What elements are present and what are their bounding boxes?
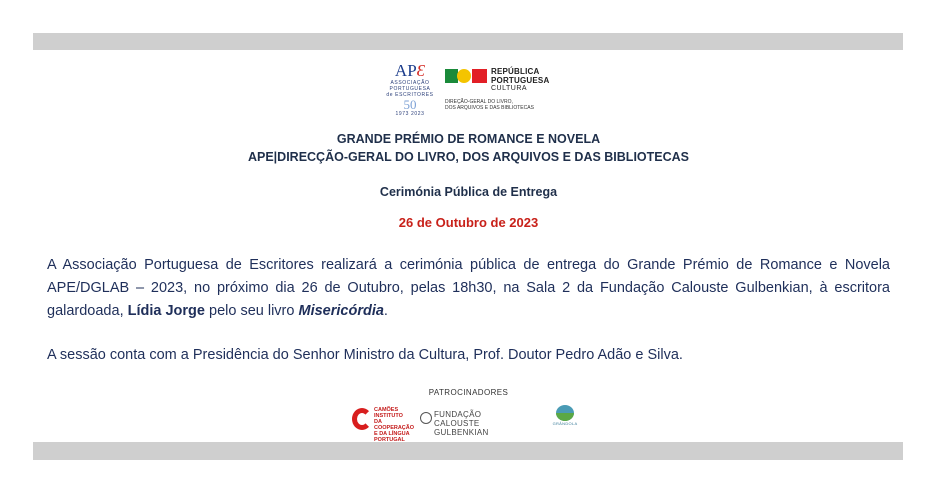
ceremony-date: 26 de Outubro de 2023	[398, 215, 539, 230]
republica-cultura-logo	[445, 67, 565, 117]
grandola-emblem-icon	[556, 405, 574, 421]
grandola-logo	[550, 405, 580, 435]
ape-logo-line1: ASSOCIAÇÃO	[390, 80, 430, 86]
ape-logo	[385, 62, 435, 120]
header-logos	[0, 62, 937, 122]
prize-heading	[0, 130, 937, 166]
camoes-line3: DA COOPERAÇÃO	[374, 419, 415, 431]
republica-title	[491, 67, 549, 85]
dglab-subtitle-line2: DOS ARQUIVOS E DAS BIBLIOTECAS	[445, 105, 534, 111]
gulbenkian-line2: CALOUSTE GULBENKIAN	[434, 419, 489, 437]
republica-line2: PORTUGUESA	[491, 76, 550, 85]
prize-heading-line1: GRANDE PRÉMIO DE ROMANCE E NOVELA	[336, 132, 601, 146]
dglab-subtitle	[445, 99, 565, 111]
presidency-paragraph: A sessão conta com a Presidência do Senhor Ministro da Cultura, Prof. Doutor Pedro Adão e Silva.	[47, 347, 683, 363]
announcement-text-b: pelo seu livro	[204, 303, 299, 319]
camoes-line2: INSTITUTO	[374, 413, 403, 419]
camoes-line4: E DA LÍNGUA	[374, 431, 410, 437]
dglab-subtitle-line1: DIREÇÃO-GERAL DO LIVRO,	[445, 99, 513, 105]
author-name: Lídia Jorge	[127, 303, 205, 319]
gulbenkian-ring-icon	[420, 412, 432, 424]
ape-logo-years: 1973 2023	[395, 111, 425, 117]
portugal-flag-icon	[445, 69, 487, 83]
announcement-text-c: .	[383, 303, 388, 319]
announcement-text-a: A Associação Portuguesa de Escritores realizará a cerimónia pública de entrega do Grande Prémio de Romance e Novela APE/DGLAB – 2023, no próximo dia 26 de Outubro, pelas 18h30, na Sala 2 da Fundação Calouste Gulbenkian, à escritora galardoada,	[47, 257, 890, 319]
camoes-logo	[352, 405, 415, 443]
camoes-line5: PORTUGAL	[374, 437, 405, 443]
prize-heading-line2: APE|DIRECÇÃO-GERAL DO LIVRO, DOS ARQUIVOS E DAS BIBLIOTECAS	[247, 150, 690, 164]
ape-logo-line3: de ESCRITORES	[386, 92, 434, 98]
ape-logo-fifty: 50	[403, 97, 417, 112]
gulbenkian-line1: FUNDAÇÃO	[434, 410, 482, 419]
camoes-line1: CAMÕES	[374, 407, 399, 413]
ape-logo-mark-e: Ɛ	[416, 61, 426, 80]
grandola-label: GRÂNDOLA	[552, 421, 578, 426]
ceremony-subheading: Cerimónia Pública de Entrega	[379, 185, 558, 199]
ape-logo-line2: PORTUGUESA	[389, 86, 431, 92]
book-title: Misericórdia	[298, 303, 384, 319]
sponsors-title: PATROCINADORES	[428, 388, 509, 397]
camoes-c-icon	[352, 408, 372, 430]
republica-line1: REPÚBLICA	[491, 67, 540, 76]
republica-cultura: CULTURA	[491, 85, 528, 92]
ape-logo-mark: AP	[394, 61, 417, 80]
announcement-paragraph	[47, 254, 890, 323]
gulbenkian-logo	[420, 410, 530, 437]
